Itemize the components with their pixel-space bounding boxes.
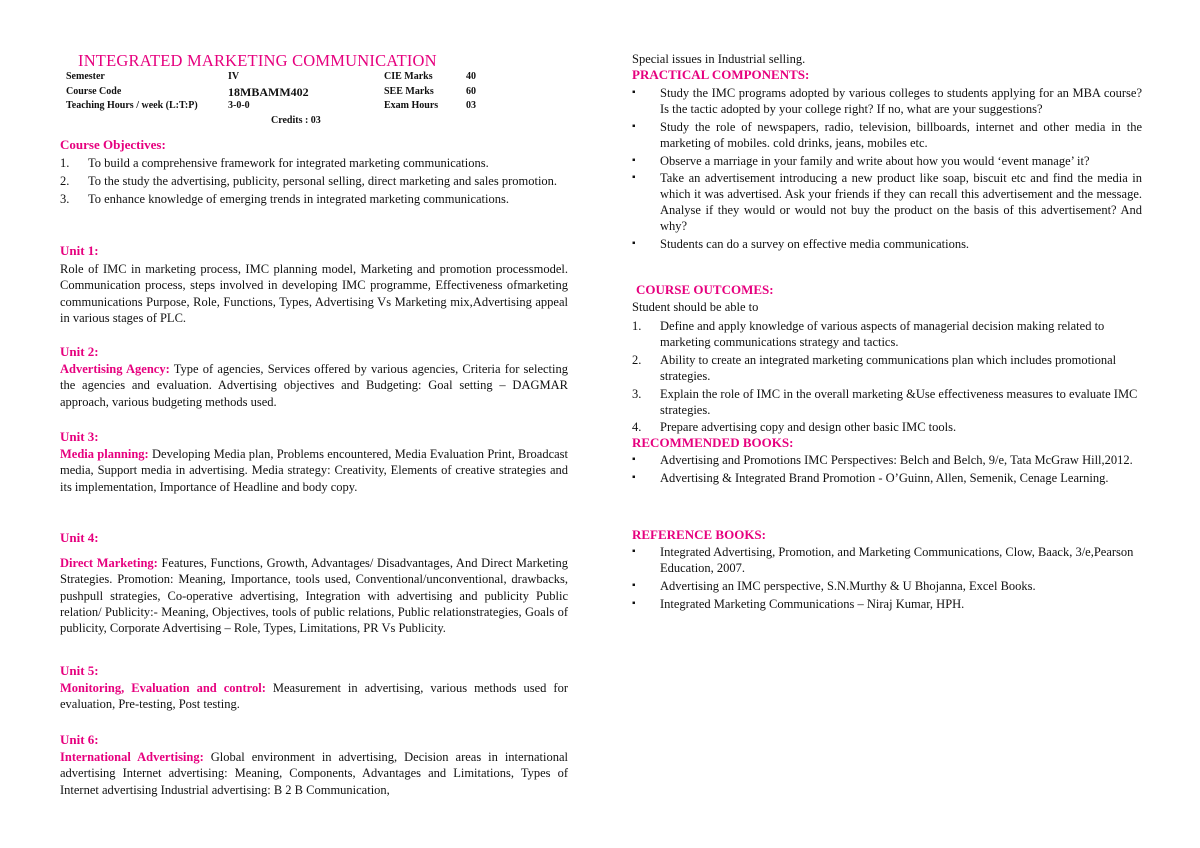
- unit2-text: Advertising Agency: Type of agencies, Services offered by various agencies, Criteria for selecting the agencies and evaluation. Advertising objectives and Budgeting: Goal setting – DAGMAR approach, various budgeting methods used.: [60, 362, 568, 409]
- bullet-icon: ▪: [632, 579, 636, 591]
- list-item: ▪ Integrated Advertising, Promotion, and Marketing Communications, Clow, Baack, 3/e,Pearson Education, 2007.: [632, 545, 1134, 575]
- list-item: ▪ Advertising & Integrated Brand Promotion - O’Guinn, Allen, Semenik, Cenage Learning.: [632, 470, 1109, 485]
- unit5-text: Monitoring, Evaluation and control: Measurement in advertising, various methods used for evaluation, Pre-testing, Post testing.: [60, 681, 568, 712]
- unit6-lead: International Advertising:: [60, 750, 204, 764]
- unit5-lead: Monitoring, Evaluation and control:: [60, 681, 266, 695]
- bullet-icon: ▪: [632, 454, 636, 465]
- unit5-heading: Unit 5:: [60, 663, 99, 678]
- unit2-lead: Advertising Agency:: [60, 362, 170, 376]
- list-item: ▪ Study the IMC programs adopted by various colleges to students applying for an MBA course? Is the tactic adopted by your college right? If no, what are your suggestions?: [632, 86, 1142, 116]
- teaching-hours-value: 3-0-0: [228, 100, 250, 111]
- recommended-books-list: [632, 452, 1142, 488]
- list-item: ▪ Students can do a survey on effective media communications.: [632, 237, 970, 252]
- exam-hours-label: Exam Hours: [384, 100, 439, 111]
- course-code-value: 18MBAMM402: [228, 84, 309, 99]
- recommended-books-heading: RECOMMENDED BOOKS:: [632, 435, 794, 450]
- credits: Credits : 03: [271, 114, 321, 126]
- unit1-heading: Unit 1:: [60, 243, 99, 258]
- course-code-label: Course Code: [66, 85, 122, 97]
- bullet-icon: ▪: [632, 154, 636, 166]
- bullet-icon: ▪: [632, 471, 636, 483]
- unit6-heading: Unit 6:: [60, 732, 99, 747]
- cie-value: 40: [466, 71, 476, 82]
- list-item: 2. To the study the advertising, publicity, personal selling, direct marketing and sales promotion.: [60, 173, 558, 188]
- objectives-list: [60, 155, 565, 208]
- list-item: 1. Define and apply knowledge of various aspects of managerial decision making related to marketing communications strategy and tactics.: [632, 319, 1105, 349]
- reference-books-heading: REFERENCE BOOKS:: [632, 527, 766, 542]
- bullet-icon: ▪: [632, 546, 636, 557]
- bullet-icon: ▪: [632, 597, 636, 609]
- list-item: ▪ Advertising an IMC perspective, S.N.Murthy & U Bhojanna, Excel Books.: [632, 578, 1036, 593]
- unit1-text: Role of IMC in marketing process, IMC planning model, Marketing and promotion processmodel. Communication process, steps involved in developing IMC programme, Effectiveness ofmarketing communications Purpose, Role, Functions, Types, Advertising Vs Marketing mix,Advertising appeal in various stages of PLC.: [60, 262, 568, 325]
- exam-hours-value: 03: [466, 100, 476, 111]
- unit4-heading: Unit 4:: [60, 530, 99, 545]
- outcomes-intro: Student should be able to: [632, 300, 759, 314]
- bullet-icon: ▪: [632, 172, 636, 184]
- outcomes-list: [632, 318, 1142, 437]
- practical-heading: PRACTICAL COMPONENTS:: [632, 67, 810, 82]
- objectives-heading: Course Objectives:: [60, 137, 166, 152]
- unit6-text: International Advertising: Global environment in advertising, Decision areas in international advertising Internet advertising: Meaning, Components, Advantages and Limitations, Types of Internet advertising Industrial advertising: B 2 B Communication,: [60, 750, 568, 797]
- list-item: 3. To enhance knowledge of emerging trends in integrated marketing communications.: [60, 191, 509, 206]
- list-item: 4. Prepare advertising copy and design other basic IMC tools.: [632, 420, 957, 435]
- bullet-icon: ▪: [632, 87, 636, 98]
- unit3-heading: Unit 3:: [60, 429, 99, 444]
- unit2-heading: Unit 2:: [60, 344, 99, 359]
- reference-books-list: [632, 544, 1142, 613]
- unit4-lead: Direct Marketing:: [60, 556, 158, 570]
- semester-value: IV: [228, 71, 240, 82]
- list-item: 1. To build a comprehensive framework for integrated marketing communications.: [60, 156, 489, 170]
- see-label: SEE Marks: [384, 85, 434, 97]
- list-item: ▪ Take an advertisement introducing a new product like soap, biscuit etc and find the media in which it was advertised. Ask your friends if they can recall this advertisement and the message. Analyse if they would or would not buy the product on the basis of this advertisement? And why?: [632, 171, 1142, 234]
- unit4-text: Direct Marketing: Features, Functions, Growth, Advantages/ Disadvantages, And Direct Marketing Strategies. Promotion: Meaning, Importance, tools used, Conventional/unconventional, drawbacks, pushpull strategies, Co-operative advertising, Integration with advertising and publicity Public relation/ Publicity:- Meaning, Objectives, tools of public relations, Public relationstrategies, Goals of publicity, Corporate Advertising – Role, Types, Limitations, PR Vs Publicity.: [60, 556, 568, 636]
- list-item: 3. Explain the role of IMC in the overall marketing &Use effectiveness measures to evaluate IMC strategies.: [632, 386, 1138, 417]
- list-item: ▪ Study the role of newspapers, radio, television, billboards, internet and other media in the marketing of mobiles. cold drinks, jeans, mobiles etc.: [632, 119, 1142, 150]
- unit3-text: Media planning: Developing Media plan, Problems encountered, Media Evaluation Print, Broadcast media, Support media in advertising. Media strategy: Creativity, Elements of creative strategies and its implementation, Importance of Headline and body copy.: [60, 447, 569, 494]
- list-item: ▪ Integrated Marketing Communications – Niraj Kumar, HPH.: [632, 596, 965, 611]
- list-item: ▪ Advertising and Promotions IMC Perspectives: Belch and Belch, 9/e, Tata McGraw Hill,2012.: [632, 453, 1133, 467]
- teaching-hours-label: Teaching Hours / week (L:T:P): [66, 100, 198, 111]
- list-item: ▪ Observe a marriage in your family and write about how you would ‘event manage’ it?: [632, 153, 1090, 168]
- unit3-lead: Media planning:: [60, 447, 149, 461]
- outcomes-heading: COURSE OUTCOMES:: [636, 282, 774, 297]
- course-info-table: [66, 70, 506, 128]
- practical-list: [632, 85, 1142, 254]
- cie-label: CIE Marks: [384, 71, 433, 82]
- see-value: 60: [466, 85, 476, 97]
- special-issues-text: Special issues in Industrial selling.: [632, 52, 806, 66]
- bullet-icon: ▪: [632, 238, 636, 250]
- semester-label: Semester: [66, 71, 105, 82]
- document-title: INTEGRATED MARKETING COMMUNICATION: [78, 51, 437, 70]
- bullet-icon: ▪: [632, 120, 636, 132]
- list-item: 2. Ability to create an integrated marketing communications plan which includes promotional strategies.: [632, 352, 1117, 383]
